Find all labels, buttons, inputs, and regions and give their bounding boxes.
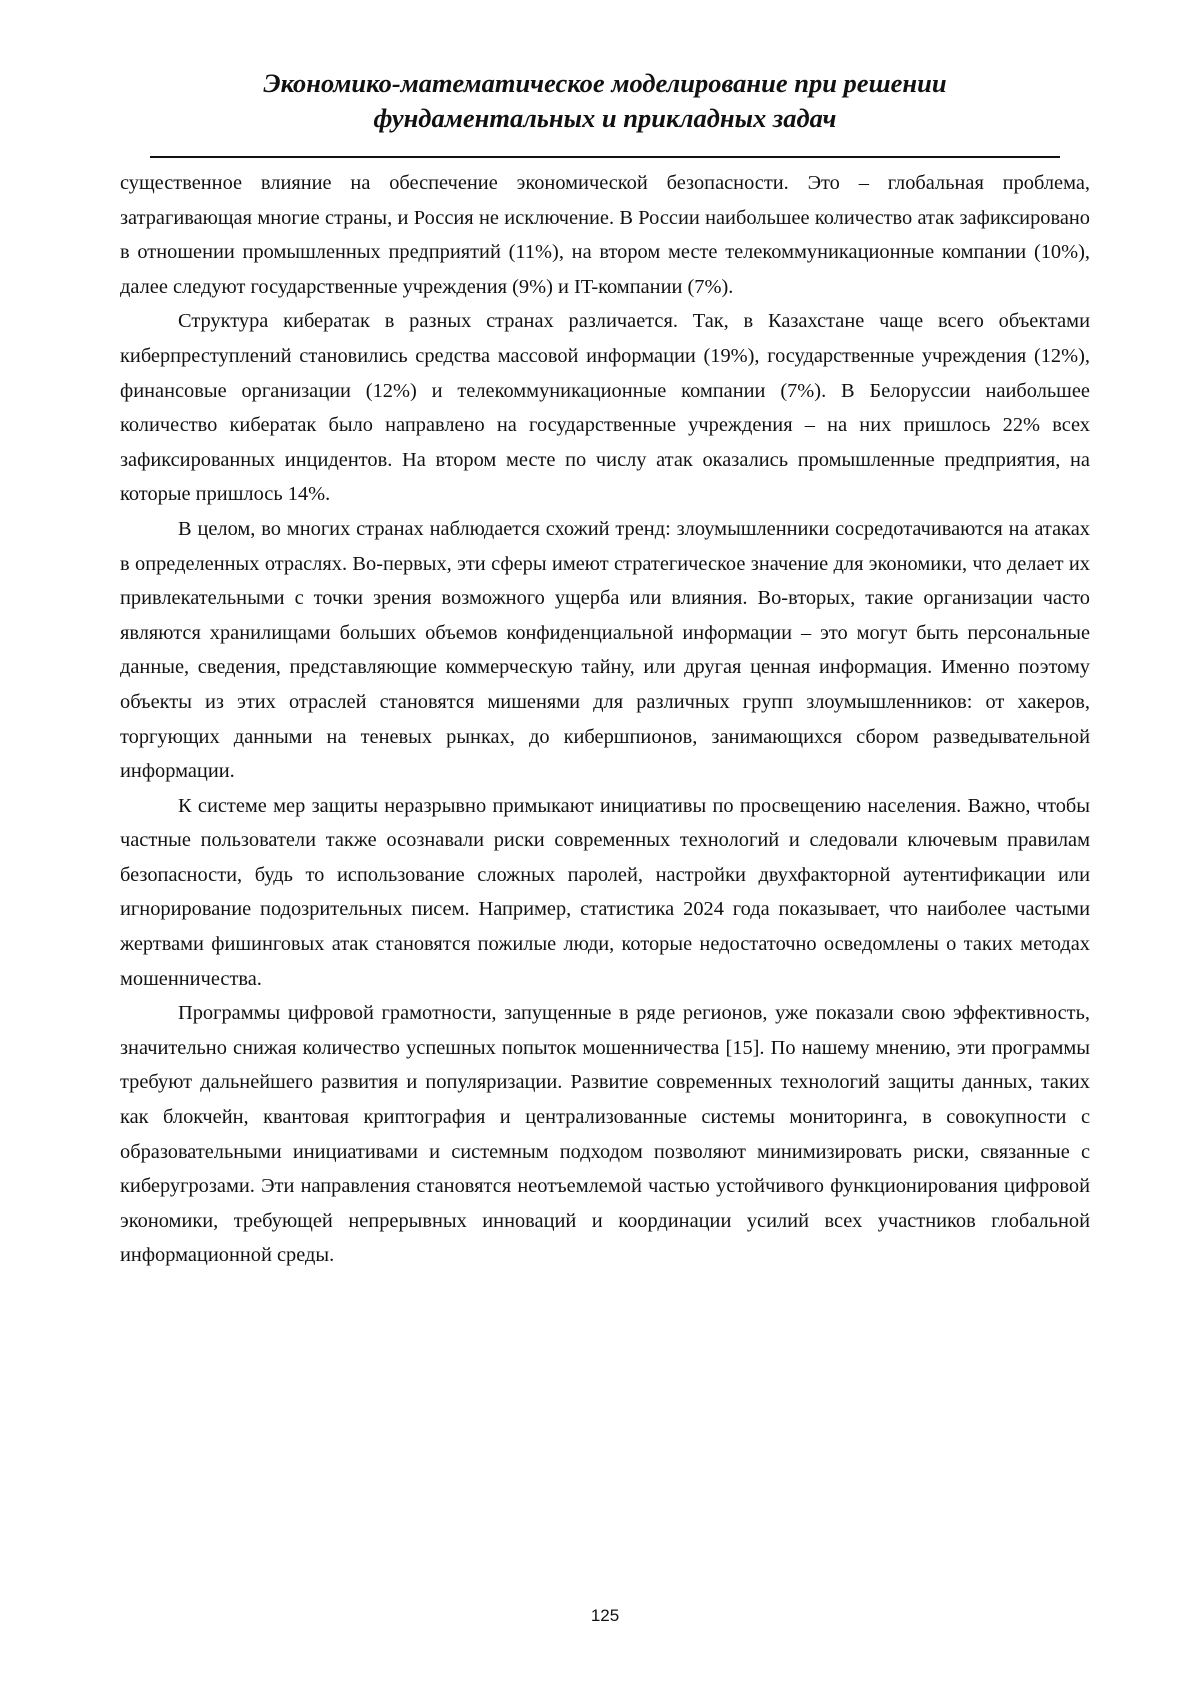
header-title-line-2: фундаментальных и прикладных задач	[150, 101, 1060, 136]
running-header	[150, 66, 1060, 136]
paragraph: В целом, во многих странах наблюдается схожий тренд: злоумышленники сосредотачиваются на атаках в определенных отраслях. Во-первых, эти сферы имеют стратегическое значение для экономики, что делает их привлекательными с точки зрения возможного ущерба или влияния. Во-вторых, такие организации часто являются хранилищами больших объемов конфиденциальной информации – это могут быть персональные данные, сведения, представляющие коммерческую тайну, или другая ценная информация. Именно поэтому объекты из этих отраслей становятся мишенями для различных групп злоумышленников: от хакеров, торгующих данными на теневых рынках, до кибершпионов, занимающихся сбором разведывательной информации.	[120, 512, 1090, 789]
paragraph: Структура кибератак в разных странах различается. Так, в Казахстане чаще всего объектами киберпреступлений становились средства массовой информации (19%), государственные учреждения (12%), финансовые организации (12%) и телекоммуникационные компании (7%). В Белоруссии наибольшее количество кибератак было направлено на государственные учреждения – на них пришлось 22% всех зафиксированных инцидентов. На втором месте по числу атак оказались промышленные предприятия, на которые пришлось 14%.	[120, 304, 1090, 512]
body-text	[120, 166, 1090, 1273]
paragraph: К системе мер защиты неразрывно примыкают инициативы по просвещению населения. Важно, чтобы частные пользователи также осознавали риски современных технологий и следовали ключевым правилам безопасности, будь то использование сложных паролей, настройки двухфакторной аутентификации или игнорирование подозрительных писем. Например, статистика 2024 года показывает, что наиболее частыми жертвами фишинговых атак становятся пожилые люди, которые недостаточно осведомлены о таких методах мошенничества.	[120, 789, 1090, 997]
header-title-line-1: Экономико-математическое моделирование при решении	[150, 66, 1060, 101]
paragraph-continuation: существенное влияние на обеспечение экономической безопасности. Это – глобальная проблема, затрагивающая многие страны, и Россия не исключение. В России наибольшее количество атак зафиксировано в отношении промышленных предприятий (11%), на втором месте телекоммуникационные компании (10%), далее следуют государственные учреждения (9%) и IT-компании (7%).	[120, 166, 1090, 304]
header-divider	[150, 156, 1060, 158]
paragraph: Программы цифровой грамотности, запущенные в ряде регионов, уже показали свою эффективность, значительно снижая количество успешных попыток мошенничества [15]. По нашему мнению, эти программы требуют дальнейшего развития и популяризации. Развитие современных технологий защиты данных, таких как блокчейн, квантовая криптография и централизованные системы мониторинга, в совокупности с образовательными инициативами и системным подходом позволяют минимизировать риски, связанные с киберугрозами. Эти направления становятся неотъемлемой частью устойчивого функционирования цифровой экономики, требующей непрерывных инноваций и координации усилий всех участников глобальной информационной среды.	[120, 996, 1090, 1273]
page-number: 125	[0, 1606, 1200, 1626]
document-page	[0, 0, 1200, 1697]
